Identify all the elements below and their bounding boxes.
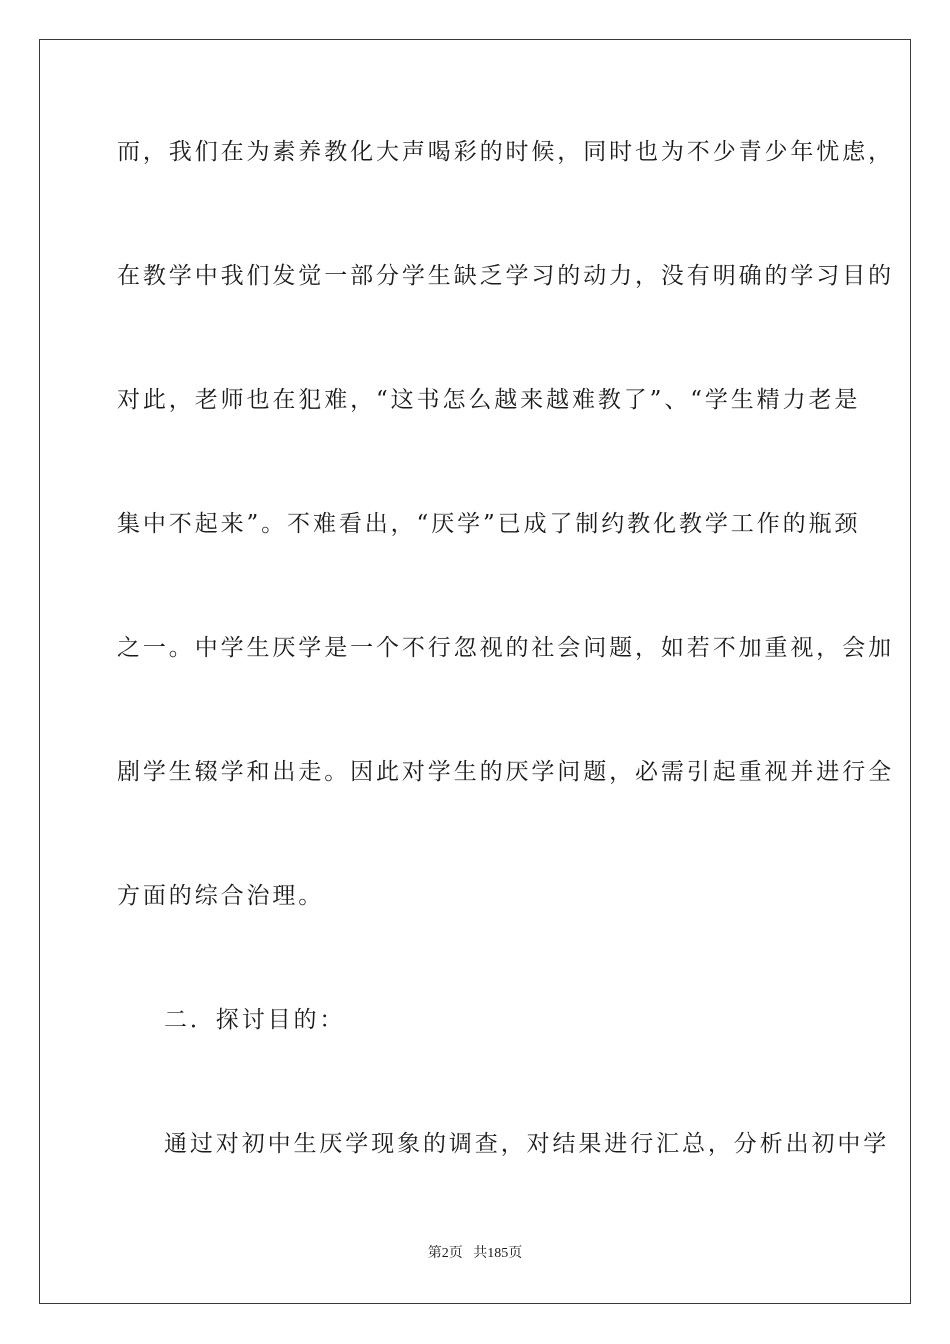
- page-footer: [0, 1245, 950, 1263]
- body-line-1: 而，我们在为素养教化大声喝彩的时候，同时也为不少青少年忧虑，: [117, 139, 894, 165]
- section-paragraph: 通过对初中生厌学现象的调查，对结果进行汇总，分析出初中学: [164, 1131, 890, 1157]
- page-total: 共185页: [473, 1246, 523, 1261]
- body-line-4: 集中不起来”。不难看出，“厌学”已成了制约教化教学工作的瓶颈: [117, 511, 861, 537]
- body-line-5: 之一。中学生厌学是一个不行忽视的社会问题，如若不加重视，会加: [117, 635, 894, 661]
- section-heading: 二．探讨目的：: [164, 1007, 346, 1033]
- body-line-6: 剧学生辍学和出走。因此对学生的厌学问题，必需引起重视并进行全: [117, 759, 894, 785]
- body-line-7: 方面的综合治理。: [117, 883, 325, 909]
- body-line-2: 在教学中我们发觉一部分学生缺乏学习的动力，没有明确的学习目的: [117, 263, 894, 289]
- page-frame: [39, 39, 911, 1304]
- body-line-3: 对此，老师也在犯难，“这书怎么越来越难教了”、“学生精力老是: [117, 387, 861, 413]
- page-number: 第2页: [427, 1246, 463, 1261]
